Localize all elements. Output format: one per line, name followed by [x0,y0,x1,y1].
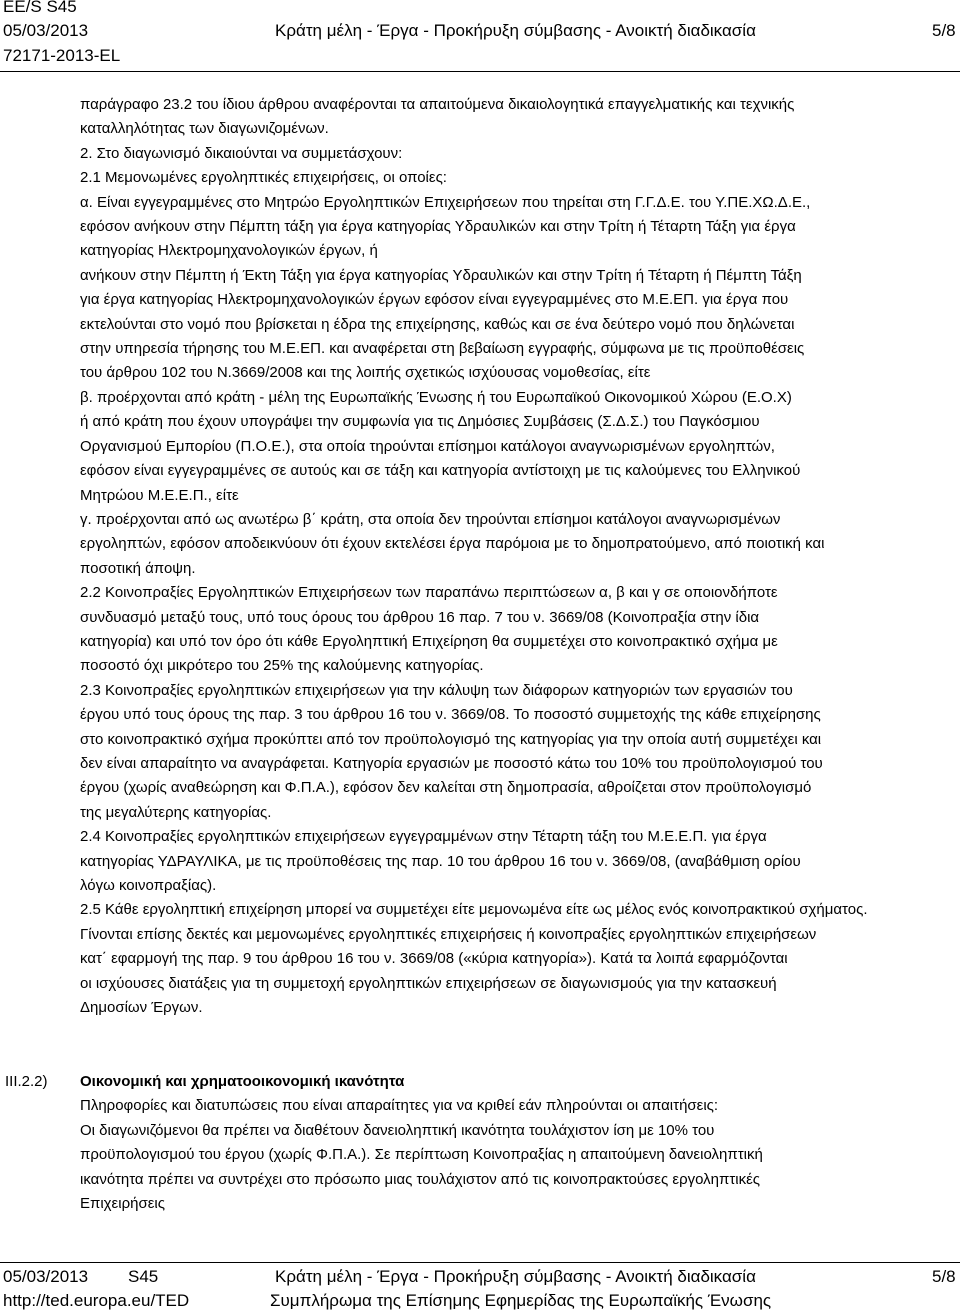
text-line: παράγραφο 23.2 του ίδιου άρθρου αναφέρονται τα απαιτούμενα δικαιολογητικά επαγγελματικής και τεχνικής [80,96,795,113]
text-line: 2.3 Κοινοπραξίες εργοληπτικών επιχειρήσεων για την κάλυψη των διάφορων κατηγοριών των εργασιών του [80,681,793,699]
text-line: ποσοστό όχι μικρότερο του 25% της καλούμενης κατηγορίας. [80,657,484,675]
text-line: κατ΄ εφαρμογή της παρ. 9 του άρθρου 16 του ν. 3669/08 («κύρια κατηγορία»). Κατά τα λοιπά εφαρμόζονται [80,950,788,968]
text-line: Δημοσίων Έργων. [80,999,203,1017]
text-line: 2.5 Κάθε εργοληπτική επιχείρηση μπορεί να συμμετέχει είτε μεμονωμένα είτε ως μέλος ενός κοινοπρακτικού σχήματος. [80,901,868,919]
header-journal-code: EE/S S45 [3,0,77,16]
footer-title: Κράτη μέλη - Έργα - Προκήρυξη σύμβασης - Ανοικτή διαδικασία [275,1267,756,1286]
text-line: στο κοινοπρακτικό σχήμα προκύπτει από τον προϋπολογισμό της κατηγορίας για την οποία αυτή συμμετέχει και [80,730,822,748]
text-line: στην υπηρεσία τήρησης του Μ.Ε.ΕΠ. και αναφέρεται στη βεβαίωση εγγραφής, σύμφωνα με τις προϋποθέσεις [80,340,805,358]
section-text-line: ικανότητα πρέπει να συντρέχει στο πρόσωπο μιας τουλάχιστον από τις κοινοπρακτούσες εργοληπτικές [80,1170,761,1188]
footer-date: 05/03/2013 [3,1267,89,1286]
text-line: 2.2 Κοινοπραξίες Εργοληπτικών Επιχειρήσεων των παραπάνω περιπτώσεων α, β και γ σε οποιονδήποτε [80,584,778,602]
header-title: Κράτη μέλη - Έργα - Προκήρυξη σύμβασης - Ανοικτή διαδικασία [275,21,756,40]
text-line: λόγω κοινοπραξίας). [80,877,217,894]
section-economic-capacity [80,1070,956,1216]
section-text-line: προϋπολογισμού του έργου (χωρίς Φ.Π.Α.). Σε περίπτωση Κοινοπραξίας η απαιτούμενη δανειοληπτική [80,1146,763,1164]
page-header [0,0,960,72]
text-line: Οργανισμού Εμπορίου (Π.Ο.Ε.), στα οποία τηρούνται επίσημοι κατάλογοι αναγνωρισμένων εργοληπτών, [80,437,775,455]
text-line: εργοληπτών, εφόσον αποδεικνύουν ότι έχουν εκτελέσει έργα παρόμοια με το δημοπρατούμενο, από ποιοτική και [80,535,825,553]
text-line: εφόσον είναι εγγεγραμμένες σε αυτούς και σε τάξη και κατηγορία αντίστοιχη με τις καλούμενες του Ελληνικού [80,462,801,480]
text-line: για έργα κατηγορίας Ηλεκτρομηχανολογικών έργων εφόσον είναι εγγεγραμμένες στο Μ.Ε.ΕΠ. για έργα που [80,291,789,309]
section-body [80,1094,956,1216]
text-line: κατηγορία) και υπό τον όρο ότι κάθε Εργοληπτική Επιχείρηση θα συμμετέχει στο κοινοπρακτικό σχήμα με [80,632,778,650]
text-line: ποσοτική άποψη. [80,559,196,577]
footer-url: http://ted.europa.eu/TED [3,1291,190,1310]
text-line: κατηγορίας ΥΔΡΑΥΛΙΚΑ, με τις προϋποθέσεις της παρ. 10 του άρθρου 16 του ν. 3669/08, (αναβάθμιση ορίου [80,852,801,870]
footer-subtitle: Συμπλήρωμα της Επίσημης Εφημερίδας της Ευρωπαϊκής Ένωσης [270,1291,772,1310]
text-line: οι ισχύουσες διατάξεις για τη συμμετοχή εργοληπτικών επιχειρήσεων σε διαγωνισμούς για την κατασκευή [80,974,777,992]
section-title: Οικονομική και χρηματοοικονομική ικανότητα [80,1073,405,1090]
text-line: εκτελούνται στο νομό που βρίσκεται η έδρα της επιχείρησης, καθώς και σε ένα δεύτερο νομό που δηλώνεται [80,315,795,333]
text-line: Γίνονται επίσης δεκτές και μεμονωμένες εργοληπτικές επιχειρήσεις ή κοινοπραξίες εργοληπτικών επιχειρήσεων [80,925,817,943]
text-line: έργου (χωρίς αναθεώρηση και Φ.Π.Α.), εφόσον δεν καλείται στη δημοπρασία, αθροίζεται στον προϋπολογισμό [80,779,812,797]
header-doc-number: 72171-2013-EL [3,46,121,65]
text-line: ανήκουν στην Πέμπτη ή Έκτη Τάξη για έργα κατηγορίας Υδραυλικών και στην Τρίτη ή Τέταρτη ή Πέμπτη Τάξη [80,266,802,284]
text-line: Μητρώου Μ.Ε.Ε.Π., είτε [80,486,239,504]
footer-series: S45 [128,1267,159,1286]
text-line: β. προέρχονται από κράτη - μέλη της Ευρωπαϊκής Ένωσης ή του Ευρωπαϊκού Οικονομικού Χώρου (Ε.Ο.Χ) [80,388,792,406]
header-date: 05/03/2013 [3,21,89,40]
section-text-line: Οι διαγωνιζόμενοι θα πρέπει να διαθέτουν δανειοληπτική ικανότητα τουλάχιστον ίση με 10% του [80,1121,715,1139]
text-line: ή από κράτη που έχουν υπογράψει την συμφωνία για τις Δημόσιες Συμβάσεις (Σ.Δ.Σ.) του Παγκόσμιου [80,413,760,431]
text-line: συνδυασμό μεταξύ τους, υπό τους όρους του άρθρου 16 παρ. 7 του ν. 3669/08 (Κοινοπραξία στην ίδια [80,608,760,626]
text-line: δεν είναι απαραίτητο να αναγράφεται. Κατηγορία εργασιών με ποσοστό κάτω του 10% του προϋπολογισμού του [80,754,823,772]
header-rule [0,71,960,72]
text-line: 2.1 Μεμονωμένες εργοληπτικές επιχειρήσεις, οι οποίες: [80,169,447,187]
section-text-line: Πληροφορίες και διατυπώσεις που είναι απαραίτητες για να κριθεί εάν πληρούνται οι απαιτήσεις: [80,1097,719,1115]
footer-page-number: 5/8 [932,1267,956,1286]
text-line: του άρθρου 102 του Ν.3669/2008 και της λοιπής σχετικώς ισχύουσας νομοθεσίας, είτε [80,364,651,382]
text-line: εφόσον ανήκουν στην Πέμπτη τάξη για έργα κατηγορίας Υδραυλικών και στην Τρίτη ή Τέταρτη Τάξη για έργα [80,218,796,236]
text-line: κατηγορίας Ηλεκτρομηχανολογικών έργων, ή [80,242,378,260]
body-text [80,93,956,1020]
text-line: 2.4 Κοινοπραξίες εργοληπτικών επιχειρήσεων εγγεγραμμένων στην Τέταρτη τάξη του Μ.Ε.Ε.Π. για έργα [80,828,767,846]
text-line: της μεγαλύτερης κατηγορίας. [80,803,272,821]
section-label: III.2.2) [5,1073,48,1090]
text-line: γ. προέρχονται από ως ανωτέρω β΄ κράτη, στα οποία δεν τηρούνται επίσημοι κατάλογοι αναγνωρισμένων [80,510,781,528]
text-line: 2. Στο διαγωνισμό δικαιούνται να συμμετάσχουν: [80,144,403,162]
page-footer [0,1262,960,1311]
text-line: έργου υπό τους όρους της παρ. 3 του άρθρου 16 του ν. 3669/08. Το ποσοστό συμμετοχής της κάθε επιχείρησης [80,706,821,724]
section-text-line: Επιχειρήσεις [80,1195,165,1213]
text-line: α. Είναι εγγεγραμμένες στο Μητρώο Εργοληπτικών Επιχειρήσεων που τηρείται στη Γ.Γ.Δ.Ε. του Υ.ΠΕ.ΧΩ.Δ.Ε., [80,193,811,211]
header-page-number: 5/8 [932,21,956,40]
text-line: καταλληλότητας των διαγωνιζομένων. [80,120,329,138]
